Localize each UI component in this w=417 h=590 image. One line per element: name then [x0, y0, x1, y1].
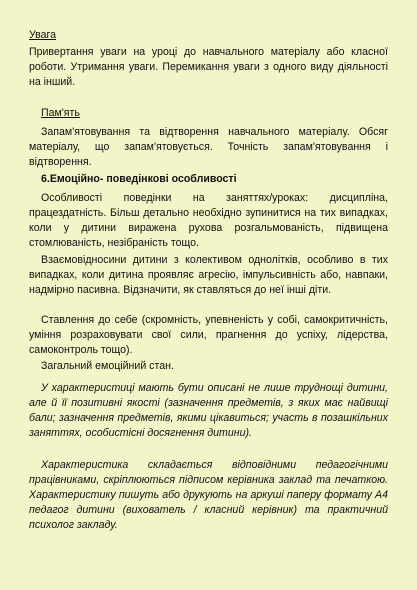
attention-text: Привертання уваги на уроці до навчального матеріалу або класної роботи. Утримання уваги. Перемикання уваги з одного виду діяльності на інший. — [29, 46, 388, 88]
section6-paragraph-5: У характеристиці мають бути описані не лише труднощі дитини, але й її позитивні якості (зазначення предметів, з яких має найвищі бали; зазначення предметів, якими цікавиться; участь в позашкільних заняттях, особистісні досягнення дитини). — [29, 382, 388, 439]
section6-heading: 6.Емоційно- поведінкові особливості — [41, 173, 237, 185]
memory-text: Запам'ятовування та відтворення навчального матеріалу. Обсяг матеріалу, що запам'ятовується. Точність запам'ятовування і відтворення. — [29, 126, 388, 168]
attention-heading: Увага — [29, 29, 57, 41]
section6-paragraph-2: Взаємовідносини дитини з колективом однолітків, особливо в тих випадках, коли дитина проявляє агресію, імпульсивність або, навпаки, надмірно пасивна. Відзначити, як ставляться до неї інші діти. — [29, 254, 388, 296]
memory-heading: Пам'ять — [41, 107, 80, 119]
section6-paragraph-6: Характеристика складається відповідними педагогічними працівниками, скріплюються підписом керівника заклад та печаткою. Характеристику пишуть або друкують на аркуші паперу формату А4 педагог дитини (вихователь / класний керівник) та практичний психолог закладу. — [29, 459, 388, 531]
section6-paragraph-1: Особливості поведінки на заняттях/уроках: дисципліна, працездатність. Більш детально необхідно зупинитися на тих випадках, коли у дитини виражена рухова розгальмованість, підвищена стомлюваність, незібраність тощо. — [29, 192, 388, 249]
section6-paragraph-4: Загальний емоційний стан. — [41, 360, 174, 372]
section6-paragraph-3: Ставлення до себе (скромність, упевненість у собі, самокритичність, уміння розраховувати свої сили, прагнення до успіху, лідерства, самоконтроль тощо). — [29, 314, 388, 356]
